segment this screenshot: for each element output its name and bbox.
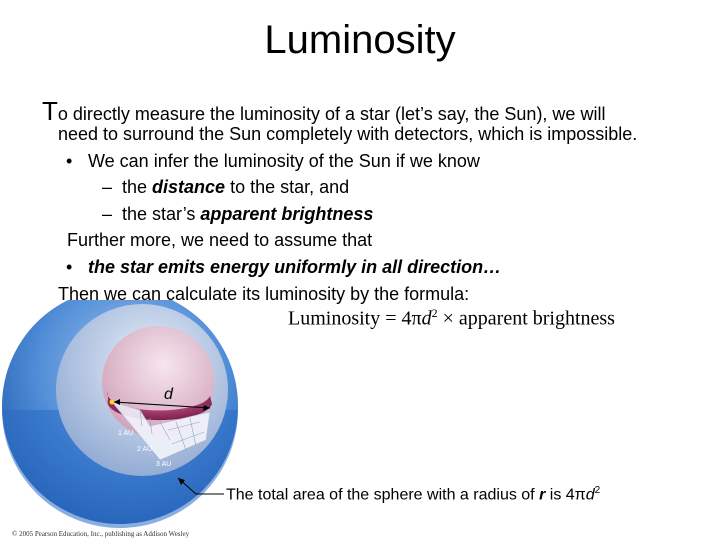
au-label-1: 1 AU [118, 430, 134, 437]
slide-title: Luminosity [264, 18, 456, 62]
sub-brightness-pre: the star’s [122, 204, 201, 224]
dash-icon: – [102, 204, 113, 224]
sphere-caption [226, 485, 600, 504]
sub-distance-emph: distance [152, 177, 226, 197]
caption-exponent: 2 [594, 485, 601, 496]
formula-exponent: 2 [431, 306, 438, 320]
au-label-3: 3 AU [156, 461, 172, 468]
copyright-notice: © 2005 Pearson Education, Inc., publishing as Addison Wesley [12, 530, 190, 538]
au-label-2: 2 AU [137, 446, 153, 453]
sub-item-brightness [102, 204, 373, 225]
caption-mid: is 4π [545, 486, 586, 504]
caption-d: d [585, 486, 595, 504]
intro-line-1 [42, 96, 605, 127]
intro-line-1-text: o directly measure the luminosity of a star (let’s say, the Sun), we will [57, 104, 606, 124]
bullet-dot-icon: • [66, 151, 73, 171]
bullet-uniform-text: the star emits energy uniformly in all direction… [88, 257, 502, 277]
caption-pre: The total area of the sphere with a radius of [226, 486, 540, 504]
bullet-infer-text: We can infer the luminosity of the Sun if we know [88, 151, 480, 171]
sub-distance-pre: the [122, 177, 153, 197]
sub-brightness-emph: apparent brightness [200, 204, 374, 224]
formula-d: d [421, 307, 432, 330]
dash-icon: – [102, 177, 113, 197]
sub-item-distance [102, 177, 349, 198]
distance-label: d [164, 386, 173, 403]
luminosity-formula [288, 306, 615, 331]
bullet-dot-icon: • [66, 257, 73, 277]
sphere-illustration [0, 300, 240, 530]
sun-dot [110, 400, 115, 405]
sub-distance-post: to the star, and [225, 177, 350, 197]
then-text: Then we can calculate its luminosity by the formula: [58, 284, 470, 304]
formula-rhs: × apparent brightness [437, 307, 615, 330]
caption-r: r [539, 486, 546, 504]
bullet-uniform [66, 257, 501, 278]
intro-line-2: need to surround the Sun completely with detectors, which is impossible. [58, 124, 638, 144]
formula-lhs: Luminosity [288, 307, 381, 330]
intro-first-letter: T [42, 96, 58, 126]
formula-eq: = 4π [380, 307, 422, 330]
bullet-infer [66, 151, 480, 172]
further-text: Further more, we need to assume that [67, 230, 373, 250]
